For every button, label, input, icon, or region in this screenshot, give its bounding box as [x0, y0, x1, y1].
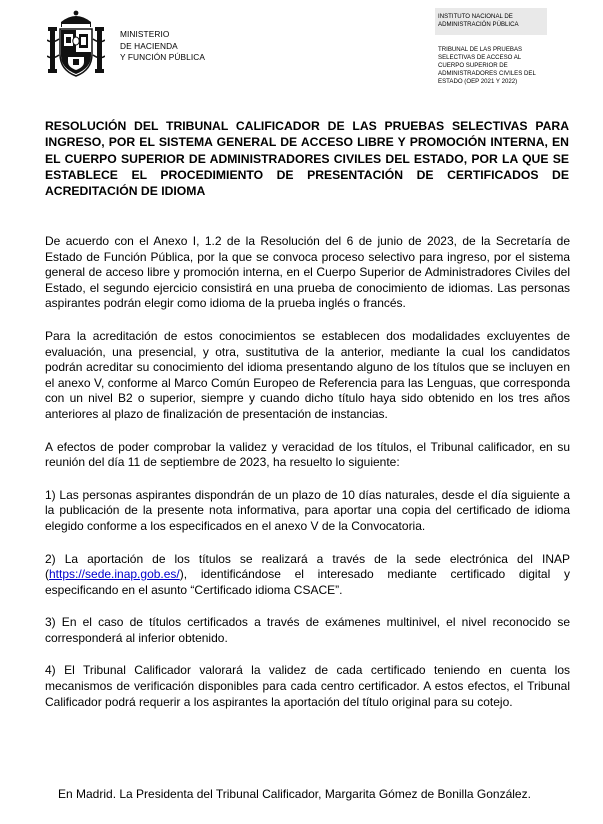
paragraph-item-2: [45, 552, 570, 599]
tribunal-line: ADMINISTRADORES CIVILES DEL: [438, 70, 536, 77]
paragraph-item-3: 3) En el caso de títulos certificados a través de exámenes multinivel, el nivel reconocido se corresponderá al inferior obtenido.: [45, 615, 570, 645]
paragraph: Para la acreditación de estos conocimientos se establecen dos modalidades excluyentes de evaluación, una presencial, y otra, sustitutiva de la anterior, mediante la cual los candidatos podrán acreditar su conocimiento del idioma presentando alguno de los títulos que se incluyen en el anexo V, conforme al Marco Común Europeo de Referencia para las Lenguas, que corresponda con un nivel B2 o superior, siempre y cuando dicho título haya sido obtenido en los tres años anteriores al plazo de finalización de presentación de instancias.: [45, 328, 570, 421]
tribunal-line: CUERPO SUPERIOR DE: [438, 62, 508, 69]
coat-of-arms-of-spain-icon: [47, 10, 105, 82]
paragraph: De acuerdo con el Anexo I, 1.2 de la Resolución del 6 de junio de 2023, de la Secretaría de Estado de Función Pública, por la que se convoca proceso selectivo para ingreso, por el sistema general de acceso libre y promoción interna, en el Cuerpo Superior de Administradores Civiles del Estado, el segundo ejercicio consistirá en una prueba de conocimiento de idiomas. Las personas aspirantes podrán elegir como idioma de la prueba inglés o francés.: [45, 234, 570, 311]
inap-label-box: [435, 8, 547, 35]
tribunal-line: SELECTIVAS DE ACCESO AL: [438, 54, 522, 61]
ministry-line: DE HACIENDA: [120, 40, 178, 51]
paragraph-item-4: 4) El Tribunal Calificador valorará la validez de cada certificado teniendo en cuenta los mecanismos de verificación disponibles para cada centro certificador. A estos efectos, el Tribunal Calificador podrá requerir a los aspirantes la aportación del título original para su cotejo.: [45, 663, 570, 709]
signature-line: En Madrid. La Presidenta del Tribunal Calificador, Margarita Gómez de Bonilla González.: [58, 787, 531, 801]
item-2-text-after: ), identificándose el interesado mediante certificado digital y especificando en el asunto “Certificado idioma CSACE”.: [45, 567, 570, 597]
tribunal-label: [438, 46, 578, 86]
document-title: RESOLUCIÓN DEL TRIBUNAL CALIFICADOR DE LAS PRUEBAS SELECTIVAS PARA INGRESO, POR EL SISTEMA GENERAL DE ACCESO LIBRE Y PROMOCIÓN INTERNA, EN EL CUERPO SUPERIOR DE ADMINISTRADORES CIVILES DEL ESTADO, POR LA QUE SE ESTABLECE EL PROCEDIMIENTO DE PRESENTACIÓN DE CERTIFICADOS DE ACREDITACIÓN DE IDIOMA: [45, 119, 569, 199]
tribunal-line: TRIBUNAL DE LAS PRUEBAS: [438, 46, 523, 53]
item-2-text-before: 2) La aportación de los títulos se realizará a través de la sede electrónica del INAP (: [45, 551, 570, 582]
ministry-line: Y FUNCIÓN PÚBLICA: [120, 52, 205, 62]
inap-line: INSTITUTO NACIONAL DE: [438, 13, 513, 20]
ministry-name: [120, 29, 205, 64]
paragraph: 1) Las personas aspirantes dispondrán de un plazo de 10 días naturales, desde el día siguiente a la publicación de la presente nota informativa, para aportar una copia del certificado de idioma elegido conforme a los especificados en el anexo V de la Convocatoria.: [45, 487, 570, 533]
document-body: [45, 234, 570, 727]
tribunal-line: ESTADO (OEP 2021 Y 2022): [438, 78, 518, 85]
paragraph: A efectos de poder comprobar la validez y veracidad de los títulos, el Tribunal calificador, en su reunión del día 11 de septiembre de 2023, ha resuelto lo siguiente:: [45, 439, 570, 470]
inap-sede-link[interactable]: https://sede.inap.gob.es/: [49, 567, 180, 582]
inap-line: ADMINISTRACIÓN PÚBLICA: [438, 21, 519, 28]
ministry-line: MINISTERIO: [120, 29, 170, 39]
